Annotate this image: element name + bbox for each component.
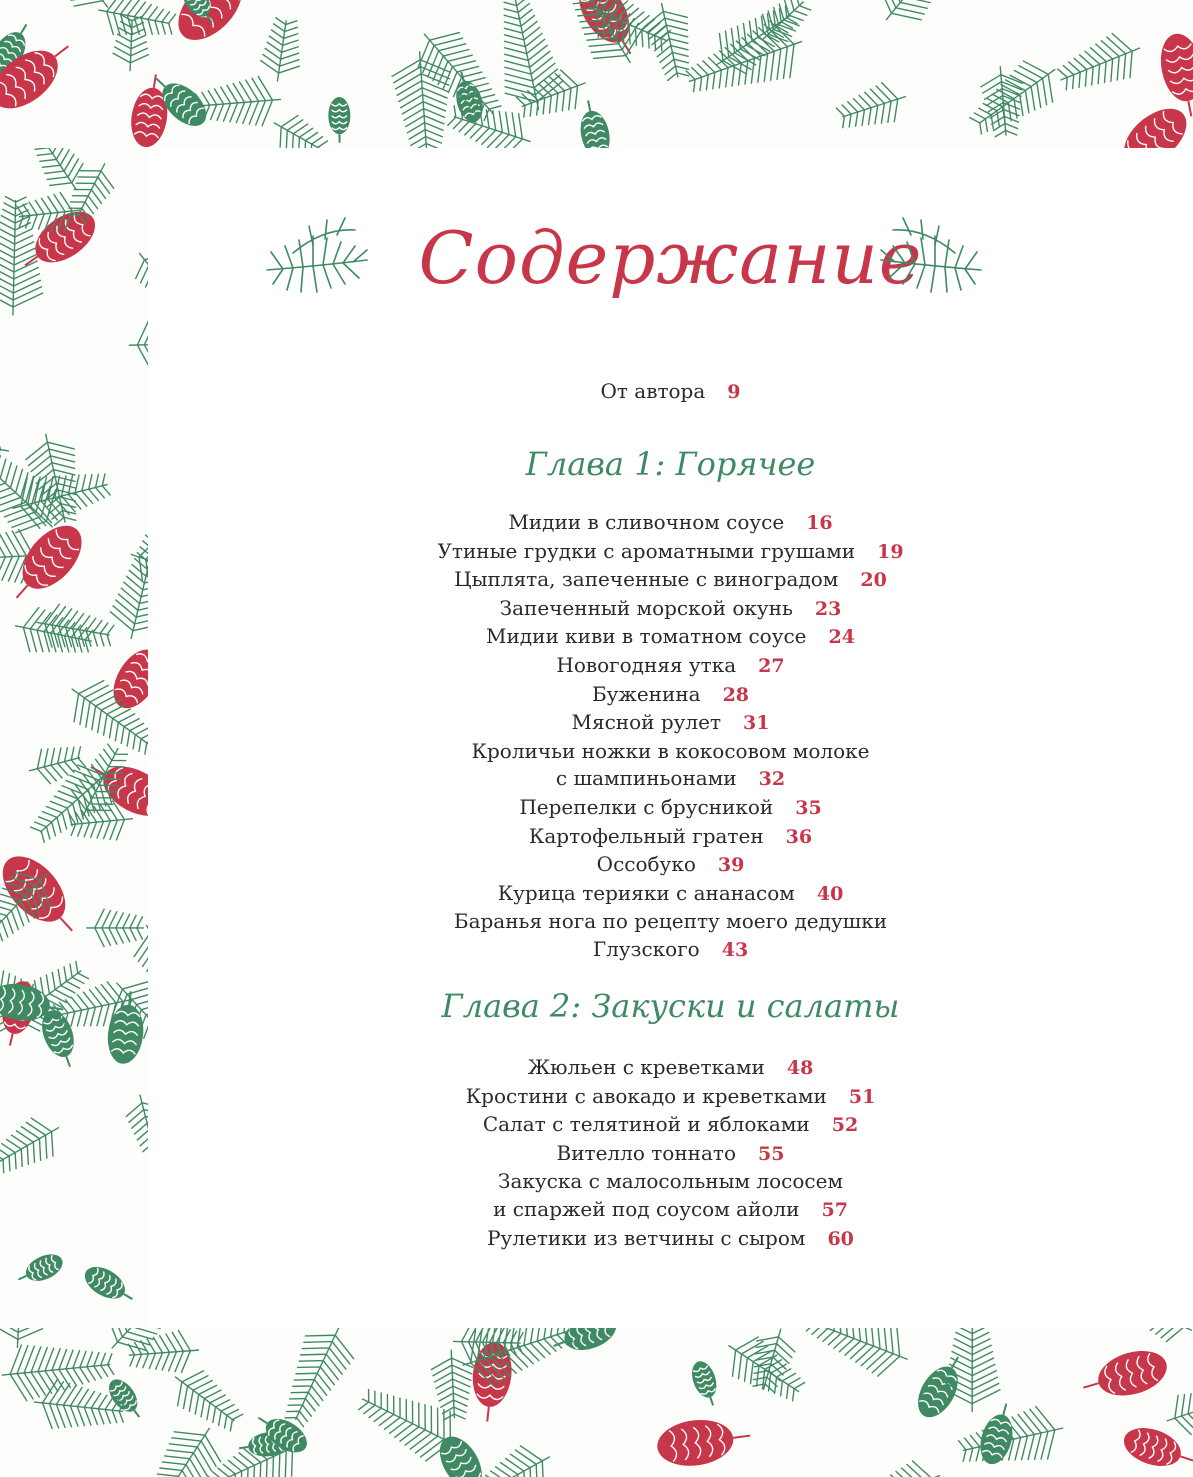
toc-entry-label: Кростини с авокадо и креветками (465, 1083, 827, 1108)
toc-entry-label: Утиные грудки с ароматными грушами (437, 538, 856, 563)
intro-entry-block (148, 376, 1193, 407)
toc-entry-page: 40 (816, 882, 844, 905)
toc-entry-intro[interactable] (148, 376, 1193, 407)
toc-entry[interactable] (148, 652, 1193, 681)
toc-entry-label: и спаржей под соусом айоли (493, 1196, 800, 1221)
toc-entry[interactable] (148, 880, 1193, 909)
pine-border-bottom (0, 1328, 1193, 1477)
toc-entry-page: 52 (831, 1114, 859, 1137)
toc-entry-label: Рулетики из ветчины с сыром (487, 1225, 806, 1250)
toc-entry-page: 35 (795, 796, 822, 819)
toc-entry-page: 55 (758, 1142, 785, 1165)
toc-entry-label: Вителло тоннато (556, 1140, 737, 1165)
toc-entry-label: Мясной рулет (571, 710, 722, 735)
toc-entry-label: Буженина (591, 681, 701, 706)
toc-entry-page: 51 (848, 1085, 876, 1108)
toc-entry[interactable] (148, 1225, 1193, 1254)
toc-entry-page: 57 (821, 1198, 848, 1221)
toc-entry-page: 27 (758, 654, 785, 677)
toc-entry[interactable] (148, 823, 1193, 852)
pine-branch-pattern-icon (0, 0, 1193, 148)
toc-entry-label: Мидии киви в томатном соусе (486, 624, 807, 649)
toc-entry[interactable] (148, 709, 1193, 738)
toc-entry-page: 31 (743, 712, 770, 735)
toc-entry-label: Цыплята, запеченные с виноградом (454, 567, 839, 592)
page-title: Содержание (418, 216, 923, 300)
toc-entry-label: Запеченный морской окунь (499, 595, 793, 620)
pine-branch-right-icon (875, 208, 985, 298)
pine-border-top (0, 0, 1193, 148)
toc-entry[interactable] (148, 509, 1193, 538)
toc-entry-page: 9 (727, 381, 741, 403)
pine-branch-pattern-icon (0, 148, 148, 1328)
toc-entry[interactable] (148, 851, 1193, 880)
toc-entry-label: Перепелки с брусникой (519, 794, 774, 819)
toc-entry-page: 43 (721, 938, 749, 961)
toc-entry-page: 39 (717, 854, 745, 877)
toc-entry-label: Салат с телятиной и яблоками (482, 1112, 810, 1137)
toc-entry-label: Жюльен с креветками (527, 1055, 765, 1079)
chapter-1-list (148, 509, 1193, 965)
toc-entry[interactable] (148, 765, 1193, 794)
toc-entry-label: Оссобуко (596, 852, 696, 877)
toc-entry[interactable] (148, 1196, 1193, 1225)
title-block (148, 208, 1193, 328)
toc-entry-page: 19 (877, 540, 904, 563)
toc-entry-page: 28 (722, 683, 750, 706)
toc-entry[interactable] (148, 566, 1193, 595)
toc-entry-label: Глузского (592, 936, 700, 961)
toc-entry[interactable] (148, 936, 1193, 965)
toc-entry[interactable] (148, 1054, 1193, 1083)
toc-entry[interactable] (148, 1168, 1193, 1196)
toc-entry-label: Баранья нога по рецепту моего дедушки (453, 909, 888, 934)
toc-entry-label: От автора (600, 379, 706, 403)
toc-entry[interactable] (148, 1083, 1193, 1112)
toc-entry[interactable] (148, 681, 1193, 710)
toc-entry-page: 20 (860, 569, 887, 592)
toc-entry-label: Мидии в сливочном соусе (508, 510, 785, 534)
toc-entry-page: 60 (827, 1227, 854, 1250)
chapter-1-title: Глава 1: Горячее (525, 445, 816, 483)
toc-entry[interactable] (148, 1140, 1193, 1169)
toc-entry[interactable] (148, 738, 1193, 766)
contents-panel (148, 148, 1193, 1328)
toc-entry[interactable] (148, 1111, 1193, 1140)
toc-entry-label: Закуска с малосольным лососем (498, 1169, 843, 1194)
toc-entry-page: 24 (828, 626, 855, 649)
toc-entry-page: 36 (785, 825, 813, 848)
toc-entry-page: 23 (814, 597, 842, 620)
toc-entry[interactable] (148, 623, 1193, 652)
toc-entry[interactable] (148, 908, 1193, 936)
toc-entry-page: 32 (758, 768, 786, 791)
toc-entry-page: 48 (786, 1057, 814, 1079)
toc-entry-page: 16 (806, 512, 833, 534)
pine-border-left (0, 148, 148, 1328)
toc-entry[interactable] (148, 794, 1193, 823)
toc-entry-label: с шампиньонами (555, 766, 737, 791)
toc-entry[interactable] (148, 595, 1193, 624)
pine-branch-pattern-icon (0, 1328, 1193, 1477)
toc-entry-label: Курица терияки с ананасом (497, 880, 795, 905)
toc-entry-label: Картофельный гратен (528, 823, 764, 848)
chapter-2-list (148, 1054, 1193, 1253)
chapter-2-title: Глава 2: Закуски и салаты (441, 987, 900, 1025)
toc-entry-label: Кроличьи ножки в кокосовом молоке (471, 738, 870, 763)
toc-entry-label: Новогодняя утка (556, 652, 737, 677)
toc-entry[interactable] (148, 538, 1193, 567)
